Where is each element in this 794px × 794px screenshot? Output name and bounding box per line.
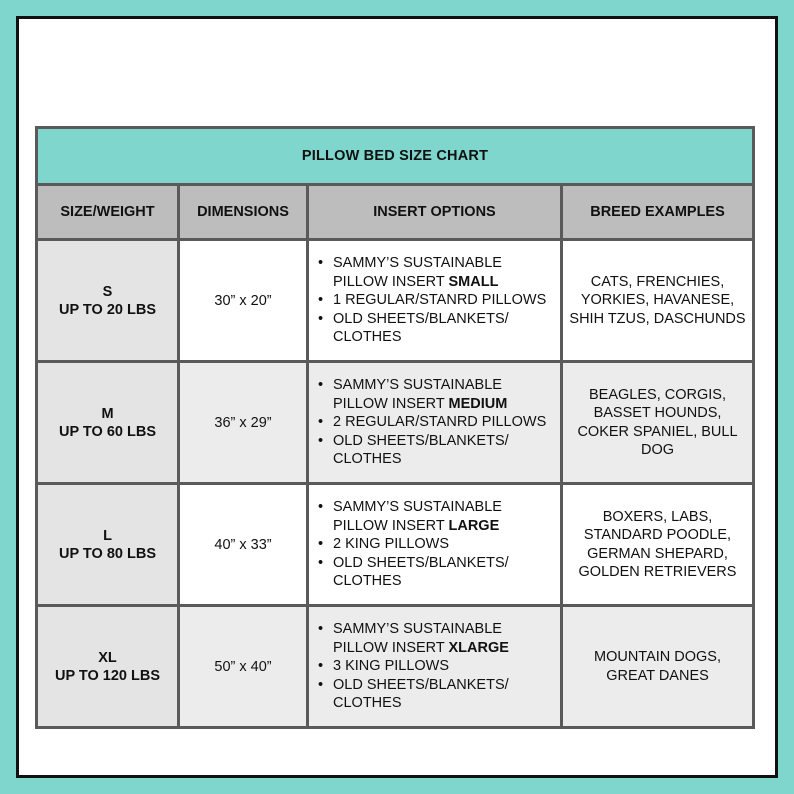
table-row-s [37,240,754,362]
insert-option-2: • 1 REGULAR/STANRD PILLOWS [333,291,554,310]
breed-examples-cell: BEAGLES, CORGIS, BASSET HOUNDS, COKER SPANIEL, BULL DOG [562,362,754,484]
insert-options-cell [308,362,562,484]
insert-options-cell [308,240,562,362]
breed-examples-cell: MOUNTAIN DOGS, GREAT DANES [562,606,754,728]
insert-option-1: • SAMMY’S SUSTAINABLE PILLOW INSERT LARGE [333,498,554,535]
insert-options-cell [308,484,562,606]
table-row-m [37,362,754,484]
insert-option-1: • SAMMY’S SUSTAINABLE PILLOW INSERT XLARGE [333,620,554,657]
table-row-l [37,484,754,606]
size-chart-table [35,126,755,729]
insert-option-3: • OLD SHEETS/BLANKETS/ CLOTHES [333,554,554,591]
header-breed-examples: BREED EXAMPLES [562,185,754,240]
weight-label: UP TO 120 LBS [54,667,161,684]
dimensions-cell: 40” x 33” [179,484,308,606]
size-weight-cell [37,484,179,606]
chart-title: PILLOW BED SIZE CHART [37,128,754,185]
dimensions-cell: 30” x 20” [179,240,308,362]
insert-options-cell [308,606,562,728]
insert-option-3: • OLD SHEETS/BLANKETS/ CLOTHES [333,432,554,469]
weight-label: UP TO 80 LBS [59,545,156,562]
dimensions-cell: 36” x 29” [179,362,308,484]
weight-label: UP TO 20 LBS [59,301,156,318]
insert-option-1: • SAMMY’S SUSTAINABLE PILLOW INSERT MEDIUM [333,376,554,413]
insert-option-2: • 3 KING PILLOWS [333,657,554,676]
insert-option-1: • SAMMY’S SUSTAINABLE PILLOW INSERT SMALL [333,254,554,291]
header-size-weight: SIZE/WEIGHT [37,185,179,240]
breed-examples-cell: CATS, FRENCHIES, YORKIES, HAVANESE, SHIH TZUS, DASCHUNDS [562,240,754,362]
table-row-xl [37,606,754,728]
breed-examples-cell: BOXERS, LABS, STANDARD POODLE, GERMAN SHEPARD, GOLDEN RETRIEVERS [562,484,754,606]
size-weight-cell [37,240,179,362]
insert-option-3: • OLD SHEETS/BLANKETS/ CLOTHES [333,676,554,713]
size-weight-cell [37,362,179,484]
header-dimensions: DIMENSIONS [179,185,308,240]
size-weight-cell [37,606,179,728]
header-insert-options: INSERT OPTIONS [308,185,562,240]
weight-label: UP TO 60 LBS [59,423,156,440]
insert-option-2: • 2 REGULAR/STANRD PILLOWS [333,413,554,432]
dimensions-cell: 50” x 40” [179,606,308,728]
size-label: XL [98,649,117,666]
insert-option-3: • OLD SHEETS/BLANKETS/ CLOTHES [333,310,554,347]
size-label: S [102,283,113,300]
insert-option-2: • 2 KING PILLOWS [333,535,554,554]
size-label: L [103,527,112,544]
size-label: M [101,405,114,422]
